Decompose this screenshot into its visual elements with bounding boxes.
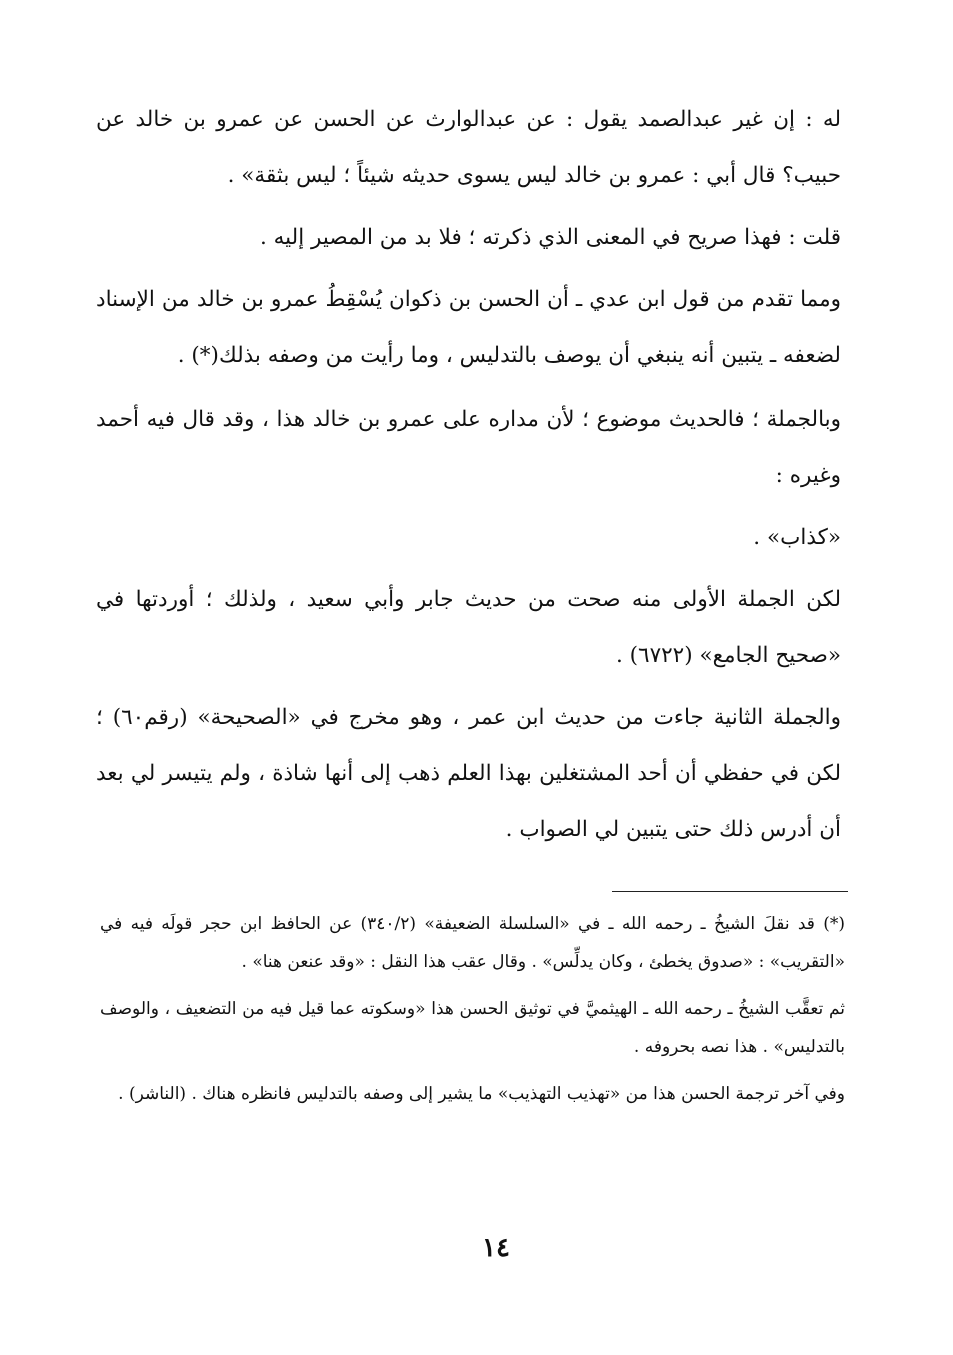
footnote-divider [612, 891, 848, 892]
page-number: ١٤ [482, 1233, 510, 1263]
paragraph-6: لكن الجملة الأولى منه صحت من حديث جابر وأبي سعيد ، ولذلك ؛ أوردتها في «صحيح الجامع» (٦٧٢٢) . [96, 587, 841, 668]
paragraph-3: ومما تقدم من قول ابن عدي ـ أن الحسن بن ذكوان يُسْقِطُ عمرو بن خالد من الإسناد لضعفه ـ يتبين أنه ينبغي أن يوصف بالتدليس ، وما رأيت من وصفه بذلك(*) . [96, 287, 841, 368]
footnote-1: (*) قد نقلَ الشيخُ ـ رحمه الله ـ في «السلسلة الضعيفة» (٣٤٠/٢) عن الحافظ ابن حجر قولَه فيه في «التقريب» : «صدوق يخطئ ، وكان يدلِّس» . وقال عقب هذا النقل : «وقد عنعن هنا» . [100, 914, 845, 972]
paragraph-2: قلت : فهذا صريح في المعنى الذي ذكرته ؛ فلا بد من المصير إليه . [259, 225, 841, 250]
paragraph-7: والجملة الثانية جاءت من حديث ابن عمر ، وهو مخرج في «الصحيحة» (رقم٦٠) ؛ لكن في حفظي أن أحد المشتغلين بهذا العلم ذهب إلى أنها شاذة ، ولم يتيسر لي بعد أن أدرس ذلك حتى يتبين لي الصواب . [96, 705, 842, 842]
paragraph-1: له : إن غير عبدالصمد يقول : عن عبدالوارث عن الحسن عن عمرو بن خالد عن حبيب؟ قال أبي : عمرو بن خالد ليس يسوى حديثه شيئاً ؛ ليس بثقة» . [96, 107, 841, 188]
footnote-2: ثم تعقَّب الشيخُ ـ رحمه الله ـ الهيثميَّ في توثيق الحسن هذا «وسكوته عما قيل فيه من التضعيف ، والوصف بالتدليس» . هذا نصه بحروفه . [100, 999, 845, 1057]
paragraph-5: «كذاب» . [753, 525, 841, 550]
footnotes [100, 905, 845, 1113]
footnote-3: وفي آخر ترجمة الحسن هذا من «تهذيب التهذيب» ما يشير إلى وصفه بالتدليس فانظره هناك . (الناشر) . [118, 1084, 845, 1104]
main-text [96, 92, 841, 858]
paragraph-4: وبالجملة ؛ فالحديث موضوع ؛ لأن مداره على عمرو بن خالد هذا ، وقد قال فيه أحمد وغيره : [96, 407, 841, 488]
